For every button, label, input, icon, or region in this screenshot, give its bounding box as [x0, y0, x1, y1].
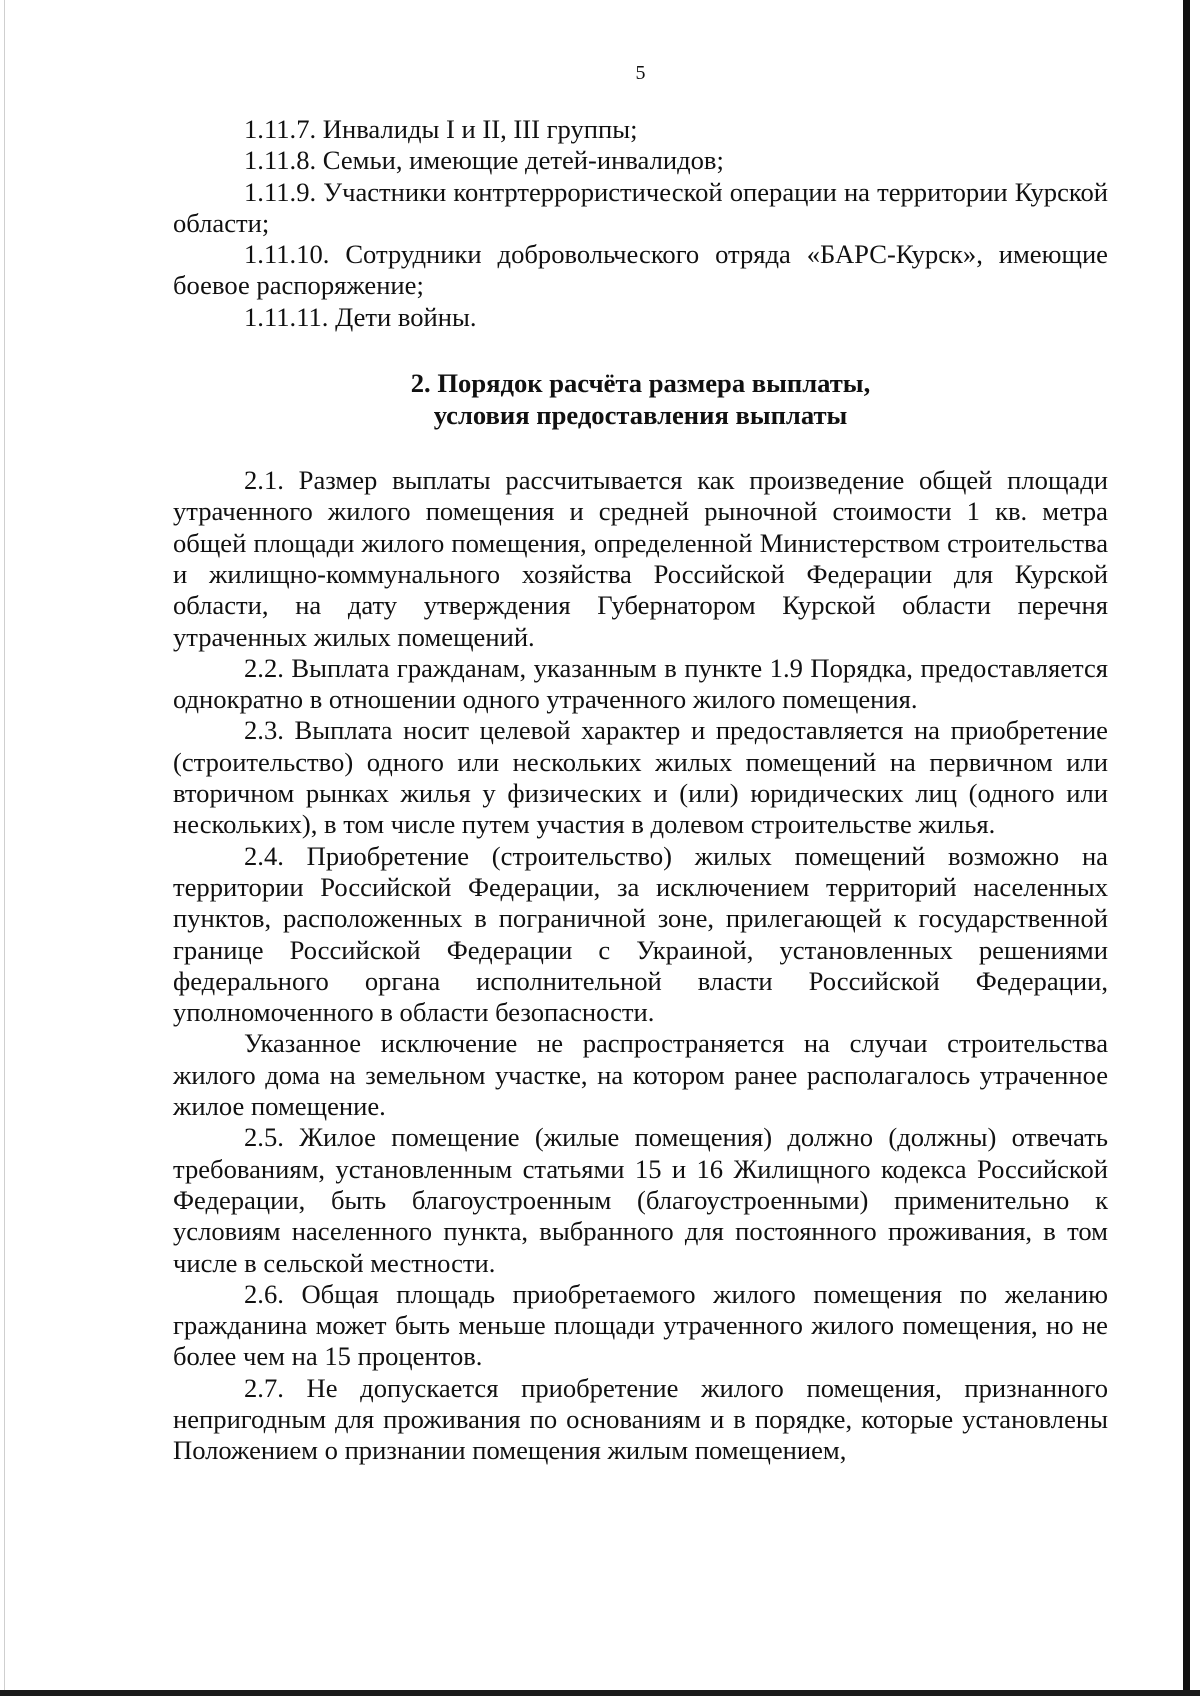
paragraph: 2.1. Размер выплаты рассчитывается как произведение общей площади утраченного жилого помещения и средней рыночной стоимости 1 кв. метра общей площади жилого помещения, определенной Министерством строительства и жилищно-коммунального хозяйства Российской Федерации для Курской области, на дату утверждения Губернатором Курской области перечня утраченных жилых помещений.: [173, 465, 1108, 652]
list-item: 1.11.9. Участники контртеррористической операции на территории Курской области;: [173, 176, 1108, 238]
scan-edge-bottom: [0, 1690, 1200, 1696]
section-heading-line: условия предоставления выплаты: [433, 400, 848, 431]
paragraph: 2.4. Приобретение (строительство) жилых помещений возможно на территории Российской Федерации, за исключением территорий населенных пунктов, расположенных в пограничной зоне, прилегающей к государственной границе Российской Федерации с Украиной, установленных решениями федерального органа исполнительной власти Российской Федерации, уполномоченного в области безопасности.: [173, 840, 1108, 1028]
list-item: 1.11.7. Инвалиды I и II, III группы;: [244, 114, 638, 144]
paragraph: 2.2. Выплата гражданам, указанным в пункте 1.9 Порядка, предоставляется однократно в отношении одного утраченного жилого помещения.: [173, 652, 1108, 715]
section-heading: [173, 367, 1108, 431]
list-item: 1.11.8. Семьи, имеющие детей-инвалидов;: [244, 145, 724, 176]
document-body: [173, 62, 1108, 1467]
paragraph: 2.5. Жилое помещение (жилые помещения) должно (должны) отвечать требованиям, установленным статьями 15 и 16 Жилищного кодекса Российской Федерации, быть благоустроенным (благоустроенными) применительно к условиям населенного пункта, выбранного для постоянного проживания, в том числе в сельской местности.: [173, 1122, 1108, 1278]
list-item: 1.11.11. Дети войны.: [244, 301, 477, 332]
list-item: 1.11.10. Сотрудники добровольческого отряда «БАРС-Курск», имеющие боевое распоряжение;: [173, 239, 1108, 301]
paragraph: Указанное исключение не распространяется на случаи строительства жилого дома на земельном участке, на котором ранее располагалось утраченное жилое помещение.: [173, 1028, 1108, 1122]
section-heading-line: 2. Порядок расчёта размера выплаты,: [410, 368, 871, 399]
paragraph: 2.3. Выплата носит целевой характер и предоставляется на приобретение (строительство) одного или нескольких жилых помещений на первичном или вторичном рынках жилья у физических и (или) юридических лиц (одного или нескольких), в том числе путем участия в долевом строительстве жилья.: [173, 715, 1108, 840]
scan-edge-left: [4, 0, 5, 1696]
page-number: 5: [635, 62, 646, 84]
paragraph: 2.7. Не допускается приобретение жилого помещения, признанного непригодным для проживания по основаниям и в порядке, которые установлены Положением о признании помещения жилым помещением,: [173, 1372, 1108, 1466]
scan-edge-right: [1183, 0, 1190, 1696]
paragraph: 2.6. Общая площадь приобретаемого жилого помещения по желанию гражданина может быть меньше площади утраченного жилого помещения, но не более чем на 15 процентов.: [173, 1278, 1108, 1372]
